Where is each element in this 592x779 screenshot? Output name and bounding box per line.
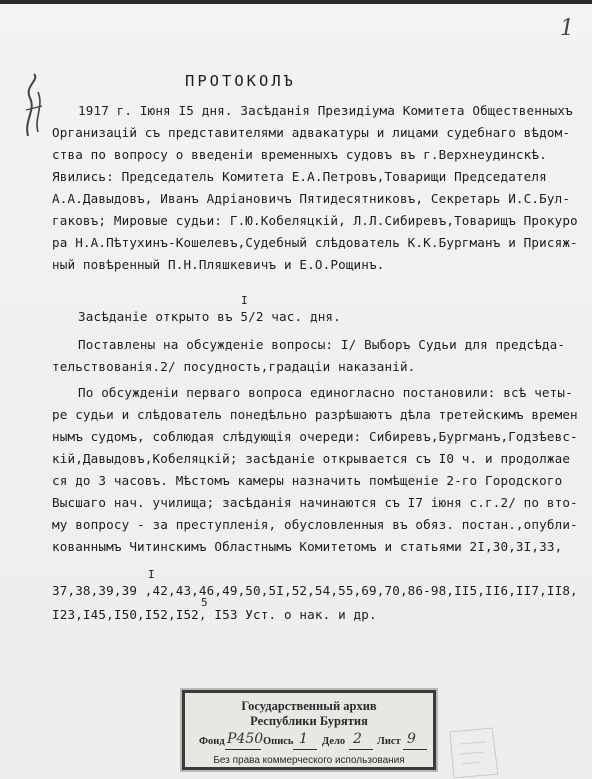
text-line: кованнымъ Читинскимъ Областнымъ Комитетомъ и статьями 2I,30,3I,33,: [52, 539, 563, 554]
stamp-opis-label: Опись: [263, 736, 294, 747]
stamp-delo-value: 2: [353, 731, 362, 747]
document-title: ПРОТОКОЛЪ: [185, 72, 296, 90]
text-line: ный повѣренный П.Н.Пляшкевичъ и Е.О.Рощинъ.: [52, 257, 385, 272]
text-line: тельствованiя.2/ посудность,градацiи наказанiй.: [52, 359, 416, 374]
stamp-list-value: 9: [407, 731, 416, 747]
scan-top-edge: [0, 0, 592, 4]
text-line: му вопросу - за преступленiя, обусловленныя въ обяз. постан.,опубли-: [52, 517, 578, 532]
stamp-list-label: Лист: [377, 736, 401, 747]
text-line: Засѣданiе открыто въ 5/2 час. дня.: [78, 309, 341, 324]
stamp-opis-value: 1: [299, 731, 308, 747]
text-line: Поставлены на обсужденiе вопросы: I/ Выборъ Судьи для предсѣда-: [78, 337, 566, 352]
text-line: Организацiй съ представителями адвакатуры и лицами судебнаго вѣдом-: [52, 125, 571, 140]
text-line: Явились: Председатель Комитета Е.А.Петровъ,Товарищи Председателя: [52, 169, 547, 184]
text-line: 37,38,39,39 ,42,43,46,49,50,5I,52,54,55,69,70,86-98,II5,II6,II7,II8,: [52, 583, 578, 598]
stamp-fond-value: Р450: [227, 731, 264, 747]
archive-stamp: [182, 690, 436, 770]
text-line: нымъ судомъ, соблюдая слѣдующiя очереди: Сибиревъ,Бургманъ,Годзѣевс-: [52, 429, 578, 444]
stamp-line-republic: Республики Бурятия: [250, 714, 368, 728]
text-line: ре судьи и слѣдователь понедѣльно разрѣшаютъ дѣла третейскимъ времен: [52, 407, 578, 422]
text-line: ра Н.А.Пѣтухинъ-Кошелевъ,Судебный слѣдователь К.К.Бургманъ и Присяж-: [52, 235, 578, 250]
overwrite-mark: I: [148, 568, 155, 581]
text-line: Высшаго нач. училища; засѣданiя начинаются съ I7 iюня с.г.2/ по вто-: [52, 495, 578, 510]
handwritten-margin-note: [20, 70, 50, 140]
stamp-footer: Без права коммерческого использования: [213, 755, 405, 766]
text-line: гаковъ; Мировые судьи: Г.Ю.Кобеляцкiй, Л.Л.Сибиревъ,Товарищъ Прокуро: [52, 213, 578, 228]
text-line: ся до 3 часовъ. Мѣстомъ камеры назначить помѣщенiе 2-го Городского: [52, 473, 563, 488]
stamp-delo-label: Дело: [322, 736, 346, 747]
text-line: кiй,Давыдовъ,Кобеляцкiй; засѣданiе открывается съ I0 ч. и продолжае: [52, 451, 571, 466]
text-line: По обсужденiи перваго вопроса единогласно постановили: всѣ четы-: [78, 385, 573, 400]
text-line: ства по вопросу о введенiи временныхъ судовъ въ г.Верхнеудинскѣ.: [52, 147, 547, 162]
text-line: А.А.Давыдовъ, Иванъ Адрiановичъ Пятидесятниковъ, Секретарь И.С.Бул-: [52, 191, 571, 206]
page-number: 1: [560, 16, 574, 41]
faded-stamp-fragment: [446, 724, 516, 779]
stamp-fond-label: Фонд: [199, 736, 225, 747]
text-line: I23,I45,I50,I52,I52, I53 Уст. о нак. и др.: [52, 607, 377, 622]
overwrite-mark: I: [241, 294, 248, 307]
text-line: 1917 г. Iюня I5 дня. Засѣданiя Президiума Комитета Общественныхъ: [78, 103, 573, 118]
overwrite-mark: 5: [201, 596, 208, 609]
stamp-line-archive: Государственный архив: [241, 699, 377, 713]
